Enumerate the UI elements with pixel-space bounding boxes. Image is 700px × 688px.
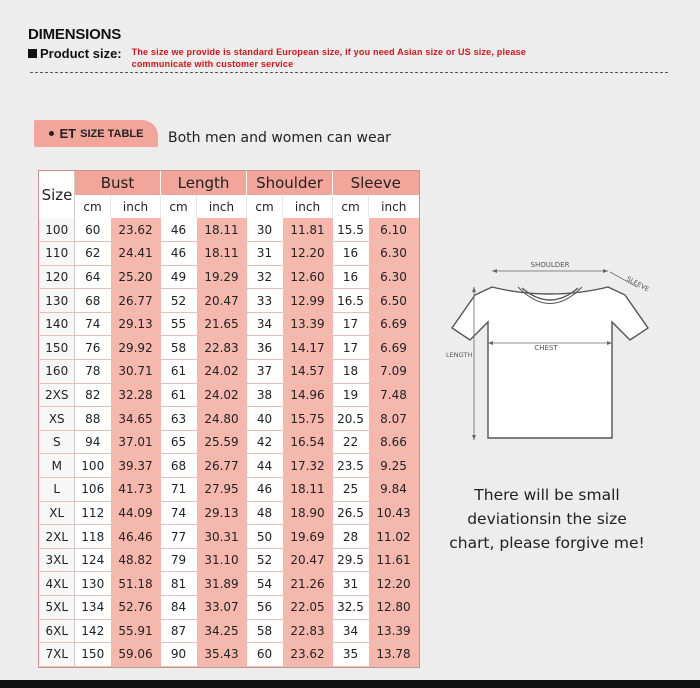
deviation-note-line-3: chart, please forgive me! (449, 534, 645, 552)
size-table (39, 171, 419, 667)
cm-cell: 25 (333, 478, 369, 502)
cm-cell: 31 (333, 572, 369, 596)
size-cell: 140 (40, 312, 75, 336)
inch-cell: 9.84 (369, 478, 419, 502)
table-row (40, 336, 419, 360)
size-cell: 6XL (40, 619, 75, 643)
cm-cell: 71 (161, 478, 197, 502)
cm-cell: 36 (247, 336, 283, 360)
cm-cell: 52 (161, 289, 197, 313)
cm-cell: 48 (247, 501, 283, 525)
inch-cell: 14.17 (283, 336, 333, 360)
inch-cell: 12.99 (283, 289, 333, 313)
length-label: LENGTH (446, 351, 473, 359)
inch-cell: 12.20 (283, 242, 333, 266)
size-cell: 7XL (40, 643, 75, 667)
table-row (40, 572, 419, 596)
table-row (40, 360, 419, 384)
inch-cell: 35.43 (197, 643, 247, 667)
inch-cell: 26.77 (111, 289, 161, 313)
cm-cell: 100 (75, 454, 111, 478)
size-cell: M (40, 454, 75, 478)
size-cell: S (40, 430, 75, 454)
cm-cell: 94 (75, 430, 111, 454)
inch-cell: 27.95 (197, 478, 247, 502)
inch-cell: 8.66 (369, 430, 419, 454)
cm-cell: 31 (247, 242, 283, 266)
inch-cell: 18.11 (197, 242, 247, 266)
inch-cell: 25.59 (197, 430, 247, 454)
table-row (40, 407, 419, 431)
size-cell: 110 (40, 242, 75, 266)
table-row (40, 643, 419, 667)
inch-cell: 26.77 (197, 454, 247, 478)
inch-cell: 12.60 (283, 265, 333, 289)
inch-cell: 14.57 (283, 360, 333, 384)
deviation-note (442, 483, 652, 555)
cm-cell: 150 (75, 643, 111, 667)
cm-cell: 17 (333, 312, 369, 336)
inch-cell: 8.07 (369, 407, 419, 431)
cm-cell: 32 (247, 265, 283, 289)
cm-cell: 61 (161, 360, 197, 384)
cm-cell: 52 (247, 548, 283, 572)
cm-cell: 49 (161, 265, 197, 289)
inch-cell: 30.31 (197, 525, 247, 549)
inch-cell: 13.78 (369, 643, 419, 667)
cm-cell: 63 (161, 407, 197, 431)
inch-cell: 31.89 (197, 572, 247, 596)
cm-cell: 30 (247, 218, 283, 242)
inch-cell: 19.69 (283, 525, 333, 549)
size-cell: 4XL (40, 572, 75, 596)
table-row (40, 265, 419, 289)
inch-cell: 24.80 (197, 407, 247, 431)
group-header-bust: Bust (75, 171, 161, 195)
cm-cell: 37 (247, 360, 283, 384)
inch-cell: 34.65 (111, 407, 161, 431)
product-size-row (28, 46, 678, 70)
table-row (40, 548, 419, 572)
size-cell: 2XL (40, 525, 75, 549)
cm-cell: 87 (161, 619, 197, 643)
inch-cell: 32.28 (111, 383, 161, 407)
size-cell: 160 (40, 360, 75, 384)
cm-cell: 81 (161, 572, 197, 596)
inch-cell: 29.13 (197, 501, 247, 525)
cm-cell: 18 (333, 360, 369, 384)
cm-cell: 56 (247, 596, 283, 620)
inch-cell: 13.39 (283, 312, 333, 336)
cm-cell: 46 (247, 478, 283, 502)
cm-cell: 112 (75, 501, 111, 525)
cm-cell: 58 (247, 619, 283, 643)
cm-cell: 16 (333, 265, 369, 289)
cm-cell: 38 (247, 383, 283, 407)
unit-cm: cm (75, 195, 111, 218)
inch-cell: 6.50 (369, 289, 419, 313)
table-row (40, 312, 419, 336)
badge-size-table: SIZE TABLE (80, 127, 144, 140)
inch-cell: 15.75 (283, 407, 333, 431)
group-header-sleeve: Sleeve (333, 171, 419, 195)
cm-cell: 42 (247, 430, 283, 454)
cm-cell: 44 (247, 454, 283, 478)
cm-cell: 62 (75, 242, 111, 266)
inch-cell: 7.48 (369, 383, 419, 407)
inch-cell: 11.81 (283, 218, 333, 242)
cm-cell: 84 (161, 596, 197, 620)
cm-cell: 65 (161, 430, 197, 454)
inch-cell: 6.10 (369, 218, 419, 242)
cm-cell: 78 (75, 360, 111, 384)
cm-cell: 88 (75, 407, 111, 431)
cm-cell: 23.5 (333, 454, 369, 478)
inch-cell: 11.02 (369, 525, 419, 549)
inch-cell: 22.83 (197, 336, 247, 360)
cm-cell: 106 (75, 478, 111, 502)
cm-cell: 16.5 (333, 289, 369, 313)
inch-cell: 24.02 (197, 383, 247, 407)
table-row (40, 596, 419, 620)
inch-cell: 21.65 (197, 312, 247, 336)
table-row (40, 383, 419, 407)
inch-cell: 29.92 (111, 336, 161, 360)
inch-cell: 6.30 (369, 265, 419, 289)
inch-cell: 18.11 (283, 478, 333, 502)
inch-cell: 22.83 (283, 619, 333, 643)
inch-cell: 59.06 (111, 643, 161, 667)
inch-cell: 48.82 (111, 548, 161, 572)
cm-cell: 130 (75, 572, 111, 596)
dimensions-header (28, 26, 678, 70)
cm-cell: 33 (247, 289, 283, 313)
cm-cell: 134 (75, 596, 111, 620)
product-size-label: Product size: (28, 46, 122, 61)
inch-cell: 21.26 (283, 572, 333, 596)
inch-cell: 55.91 (111, 619, 161, 643)
size-table-body (40, 218, 419, 666)
size-cell: 130 (40, 289, 75, 313)
unit-inch: inch (283, 195, 333, 218)
size-table-badge (34, 120, 158, 147)
inch-cell: 6.69 (369, 312, 419, 336)
inch-cell: 11.61 (369, 548, 419, 572)
inch-cell: 34.25 (197, 619, 247, 643)
inch-cell: 10.43 (369, 501, 419, 525)
size-cell: 2XS (40, 383, 75, 407)
inch-cell: 25.20 (111, 265, 161, 289)
table-row (40, 619, 419, 643)
note-line-2: communicate with customer service (131, 59, 294, 69)
inch-cell: 9.25 (369, 454, 419, 478)
inch-cell: 39.37 (111, 454, 161, 478)
inch-cell: 20.47 (197, 289, 247, 313)
cm-cell: 118 (75, 525, 111, 549)
group-header-length: Length (161, 171, 247, 195)
cm-cell: 58 (161, 336, 197, 360)
cm-cell: 32.5 (333, 596, 369, 620)
unisex-note: Both men and women can wear (168, 130, 391, 146)
inch-cell: 18.90 (283, 501, 333, 525)
chest-label: CHEST (534, 344, 558, 352)
badge-et: ET (59, 126, 77, 141)
cm-cell: 15.5 (333, 218, 369, 242)
cm-cell: 77 (161, 525, 197, 549)
table-row (40, 478, 419, 502)
cm-cell: 124 (75, 548, 111, 572)
square-bullet-icon (28, 49, 37, 58)
table-row (40, 430, 419, 454)
inch-cell: 12.20 (369, 572, 419, 596)
inch-cell: 19.29 (197, 265, 247, 289)
inch-cell: 51.18 (111, 572, 161, 596)
unit-inch: inch (197, 195, 247, 218)
inch-cell: 18.11 (197, 218, 247, 242)
cm-cell: 26.5 (333, 501, 369, 525)
table-row (40, 501, 419, 525)
cm-cell: 61 (161, 383, 197, 407)
inch-cell: 6.69 (369, 336, 419, 360)
cm-cell: 55 (161, 312, 197, 336)
cm-cell: 54 (247, 572, 283, 596)
size-cell: 5XL (40, 596, 75, 620)
size-cell: 3XL (40, 548, 75, 572)
table-row (40, 289, 419, 313)
inch-cell: 52.76 (111, 596, 161, 620)
table-row (40, 454, 419, 478)
size-cell: XL (40, 501, 75, 525)
inch-cell: 12.80 (369, 596, 419, 620)
tshirt-diagram (440, 250, 650, 450)
inch-cell: 23.62 (111, 218, 161, 242)
inch-cell: 37.01 (111, 430, 161, 454)
cm-cell: 79 (161, 548, 197, 572)
inch-cell: 29.13 (111, 312, 161, 336)
cm-cell: 50 (247, 525, 283, 549)
unit-cm: cm (247, 195, 283, 218)
cm-cell: 46 (161, 242, 197, 266)
inch-cell: 17.32 (283, 454, 333, 478)
group-header-shoulder: Shoulder (247, 171, 333, 195)
cm-cell: 35 (333, 643, 369, 667)
cm-cell: 46 (161, 218, 197, 242)
cm-cell: 64 (75, 265, 111, 289)
cm-cell: 142 (75, 619, 111, 643)
cm-cell: 19 (333, 383, 369, 407)
unit-cm: cm (333, 195, 369, 218)
note-line-1: The size we provide is standard European size, if you need Asian size or US size, please (131, 47, 527, 57)
inch-cell: 33.07 (197, 596, 247, 620)
size-column-header: Size (40, 171, 75, 218)
deviation-note-line-1: There will be small (474, 486, 620, 504)
inch-cell: 44.09 (111, 501, 161, 525)
cm-cell: 16 (333, 242, 369, 266)
inch-cell: 6.30 (369, 242, 419, 266)
sleeve-label: SLEEVE (625, 274, 650, 294)
cm-cell: 34 (333, 619, 369, 643)
deviation-note-line-2: deviationsin the size (467, 510, 627, 528)
inch-cell: 23.62 (283, 643, 333, 667)
size-cell: 100 (40, 218, 75, 242)
unit-inch: inch (111, 195, 161, 218)
inch-cell: 20.47 (283, 548, 333, 572)
inch-cell: 16.54 (283, 430, 333, 454)
bottom-bar (0, 680, 700, 688)
cm-cell: 34 (247, 312, 283, 336)
inch-cell: 14.96 (283, 383, 333, 407)
cm-cell: 22 (333, 430, 369, 454)
inch-cell: 22.05 (283, 596, 333, 620)
cm-cell: 74 (161, 501, 197, 525)
inch-cell: 24.02 (197, 360, 247, 384)
size-cell: L (40, 478, 75, 502)
inch-cell: 31.10 (197, 548, 247, 572)
cm-cell: 17 (333, 336, 369, 360)
cm-cell: 90 (161, 643, 197, 667)
bullet-dot-icon (49, 131, 54, 136)
unit-inch: inch (369, 195, 419, 218)
cm-cell: 68 (75, 289, 111, 313)
cm-cell: 28 (333, 525, 369, 549)
inch-cell: 30.71 (111, 360, 161, 384)
cm-cell: 20.5 (333, 407, 369, 431)
unit-cm: cm (161, 195, 197, 218)
inch-cell: 13.39 (369, 619, 419, 643)
table-row (40, 218, 419, 242)
cm-cell: 60 (247, 643, 283, 667)
cm-cell: 29.5 (333, 548, 369, 572)
inch-cell: 41.73 (111, 478, 161, 502)
inch-cell: 46.46 (111, 525, 161, 549)
cm-cell: 68 (161, 454, 197, 478)
inch-cell: 7.09 (369, 360, 419, 384)
size-cell: 120 (40, 265, 75, 289)
cm-cell: 60 (75, 218, 111, 242)
cm-cell: 74 (75, 312, 111, 336)
dimensions-title: DIMENSIONS (28, 26, 122, 43)
unit-header-row (40, 195, 419, 218)
size-cell: 150 (40, 336, 75, 360)
cm-cell: 76 (75, 336, 111, 360)
dashed-divider (30, 72, 668, 73)
table-row (40, 525, 419, 549)
inch-cell: 24.41 (111, 242, 161, 266)
size-cell: XS (40, 407, 75, 431)
cm-cell: 40 (247, 407, 283, 431)
cm-cell: 82 (75, 383, 111, 407)
table-row (40, 242, 419, 266)
product-size-note (132, 46, 526, 70)
shoulder-label: SHOULDER (530, 261, 570, 269)
